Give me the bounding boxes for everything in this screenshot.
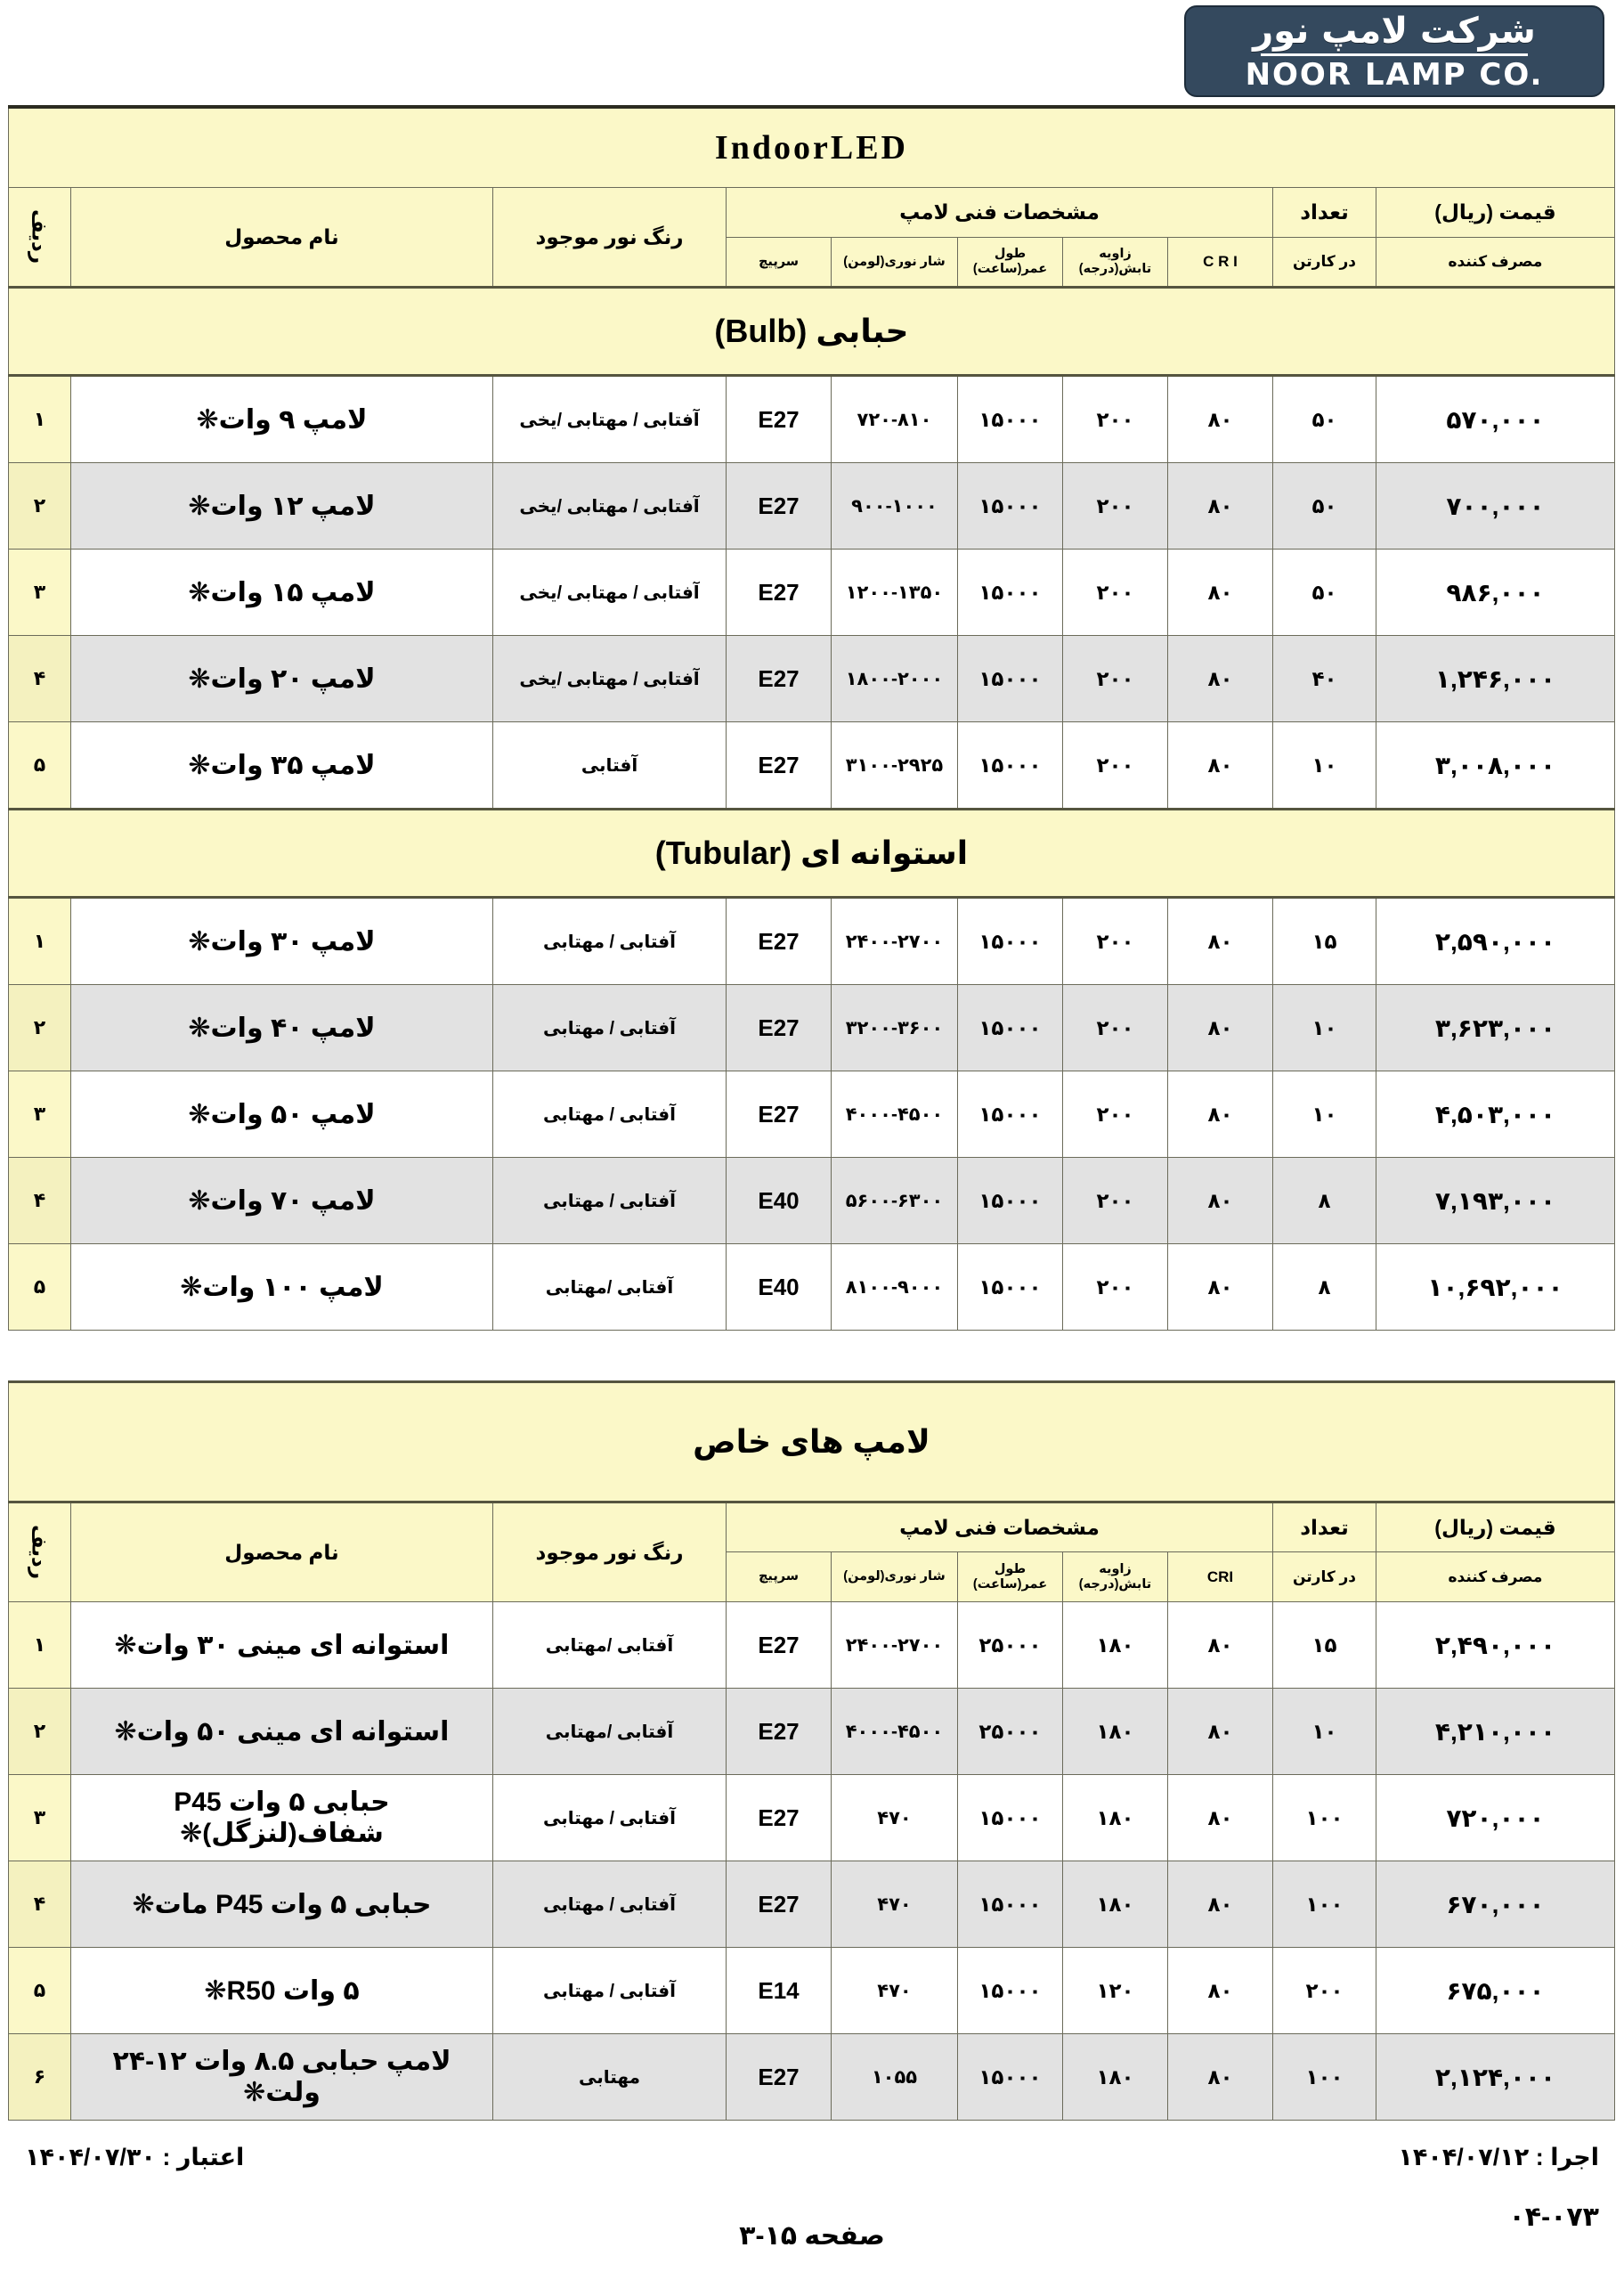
header-row-top: [8, 188, 1614, 238]
header-socket: سرپیچ: [727, 1552, 832, 1602]
cell-index: ۴: [8, 1158, 70, 1244]
logo-name-fa: شرکت لامپ نور: [1253, 10, 1536, 52]
cell-index: ۲: [8, 1689, 70, 1775]
cell-cri: ۸۰: [1168, 985, 1273, 1071]
cell-socket: E40: [727, 1158, 832, 1244]
cell-price: ۴,۵۰۳,۰۰۰: [1376, 1071, 1615, 1158]
cell-socket: E27: [727, 722, 832, 810]
cell-qty-carton: ۲۰۰: [1273, 1948, 1376, 2034]
cell-light-color: آفتابی: [493, 722, 727, 810]
cell-cri: ۸۰: [1168, 1861, 1273, 1948]
cell-qty-carton: ۵۰: [1273, 376, 1376, 463]
table-gap: [9, 1331, 1615, 1380]
cell-lumen: ۷۲۰-۸۱۰: [832, 376, 958, 463]
cell-lumen: ۳۲۰۰-۳۶۰۰: [832, 985, 958, 1071]
cell-price: ۳,۰۰۸,۰۰۰: [1376, 722, 1615, 810]
cell-beam-angle: ۲۰۰: [1063, 985, 1168, 1071]
cell-beam-angle: ۲۰۰: [1063, 463, 1168, 550]
cell-cri: ۸۰: [1168, 636, 1273, 722]
table-row: [8, 1244, 1614, 1331]
cell-lumen: ۲۴۰۰-۲۷۰۰: [832, 898, 958, 985]
header-lumen: شار نوری(لومن): [832, 1552, 958, 1602]
cell-socket: E27: [727, 1861, 832, 1948]
cell-price: ۴,۲۱۰,۰۰۰: [1376, 1689, 1615, 1775]
cell-lifetime: ۱۵۰۰۰: [958, 1158, 1063, 1244]
cell-price: ۹۸۶,۰۰۰: [1376, 550, 1615, 636]
cell-index: ۲: [8, 463, 70, 550]
cell-index: ۶: [8, 2034, 70, 2121]
header-qty-group: تعداد: [1273, 1502, 1376, 1552]
cell-cri: ۸۰: [1168, 376, 1273, 463]
cell-price: ۶۷۵,۰۰۰: [1376, 1948, 1615, 2034]
category-row: [8, 810, 1614, 898]
validity-date: اعتبار : ۱۴۰۴/۰۷/۳۰: [25, 2144, 245, 2170]
cell-lumen: ۴۰۰۰-۴۵۰۰: [832, 1689, 958, 1775]
table-row: [8, 898, 1614, 985]
cell-light-color: آفتابی / مهتابی /یخی: [493, 376, 727, 463]
cell-light-color: آفتابی / مهتابی: [493, 985, 727, 1071]
cell-product: حبابی ۵ وات P45 شفاف(لنزگل)❋: [71, 1775, 493, 1861]
cell-socket: E27: [727, 636, 832, 722]
header-qty-group: تعداد: [1273, 188, 1376, 238]
cell-lifetime: ۱۵۰۰۰: [958, 1861, 1063, 1948]
cell-lumen: ۹۰۰-۱۰۰۰: [832, 463, 958, 550]
cell-price: ۵۷۰,۰۰۰: [1376, 376, 1615, 463]
category-title: حبابی (Bulb): [8, 288, 1614, 376]
cell-lumen: ۱۸۰۰-۲۰۰۰: [832, 636, 958, 722]
header-qty-sub: در کارتن: [1273, 1552, 1376, 1602]
cell-qty-carton: ۸: [1273, 1244, 1376, 1331]
header-tech-group: مشخصات فنی لامپ: [727, 188, 1273, 238]
cell-lifetime: ۱۵۰۰۰: [958, 1071, 1063, 1158]
category-row: [8, 288, 1614, 376]
cell-lumen: ۲۴۰۰-۲۷۰۰: [832, 1602, 958, 1689]
cell-product: لامپ ۷۰ وات❋: [71, 1158, 493, 1244]
cell-product: لامپ ۱۲ وات❋: [71, 463, 493, 550]
page-number: صفحه ۱۵-۳: [739, 2221, 885, 2251]
header-light-color: رنگ نور موجود: [493, 188, 727, 288]
cell-light-color: آفتابی / مهتابی /یخی: [493, 636, 727, 722]
table-row: [8, 376, 1614, 463]
cell-beam-angle: ۲۰۰: [1063, 1158, 1168, 1244]
cell-beam-angle: ۱۲۰: [1063, 1948, 1168, 2034]
cell-light-color: آفتابی / مهتابی: [493, 1775, 727, 1861]
cell-qty-carton: ۵۰: [1273, 550, 1376, 636]
cell-lumen: ۵۶۰۰-۶۳۰۰: [832, 1158, 958, 1244]
cell-lifetime: ۲۵۰۰۰: [958, 1689, 1063, 1775]
table-row: [8, 1689, 1614, 1775]
cell-lifetime: ۱۵۰۰۰: [958, 376, 1063, 463]
cell-index: ۵: [8, 1948, 70, 2034]
table-row: [8, 636, 1614, 722]
cell-price: ۷۰۰,۰۰۰: [1376, 463, 1615, 550]
cell-light-color: آفتابی / مهتابی /یخی: [493, 550, 727, 636]
header-light-color: رنگ نور موجود: [493, 1502, 727, 1602]
cell-index: ۴: [8, 636, 70, 722]
table-row: [8, 1775, 1614, 1861]
table-row: [8, 985, 1614, 1071]
cell-index: ۲: [8, 985, 70, 1071]
header-beam-angle: زاویه تابش(درجه): [1063, 1552, 1168, 1602]
cell-price: ۳,۶۲۳,۰۰۰: [1376, 985, 1615, 1071]
table-row: [8, 1861, 1614, 1948]
cell-lifetime: ۱۵۰۰۰: [958, 898, 1063, 985]
special-lamps-table: [8, 1380, 1615, 2121]
cell-lumen: ۱۲۰۰-۱۳۵۰: [832, 550, 958, 636]
cell-socket: E40: [727, 1244, 832, 1331]
header-qty-sub: در کارتن: [1273, 238, 1376, 288]
cell-index: ۱: [8, 376, 70, 463]
cell-qty-carton: ۸: [1273, 1158, 1376, 1244]
cell-qty-carton: ۱۰۰: [1273, 1861, 1376, 1948]
header-lifetime: طول عمر(ساعت): [958, 1552, 1063, 1602]
header-lifetime: طول عمر(ساعت): [958, 238, 1063, 288]
cell-beam-angle: ۱۸۰: [1063, 1602, 1168, 1689]
cell-product: لامپ ۱۰۰ وات❋: [71, 1244, 493, 1331]
cell-product: لامپ ۳۰ وات❋: [71, 898, 493, 985]
cell-socket: E27: [727, 2034, 832, 2121]
header-product: نام محصول: [71, 188, 493, 288]
cell-beam-angle: ۲۰۰: [1063, 550, 1168, 636]
cell-lifetime: ۱۵۰۰۰: [958, 463, 1063, 550]
table-row: [8, 1948, 1614, 2034]
cell-index: ۱: [8, 1602, 70, 1689]
banner-title: IndoorLED: [8, 107, 1614, 188]
cell-cri: ۸۰: [1168, 722, 1273, 810]
cell-socket: E14: [727, 1948, 832, 2034]
cell-lumen: ۱۰۵۵: [832, 2034, 958, 2121]
cell-product: لامپ ۹ وات❋: [71, 376, 493, 463]
cell-light-color: آفتابی / مهتابی: [493, 1158, 727, 1244]
cell-lumen: ۴۷۰: [832, 1861, 958, 1948]
cell-price: ۷۲۰,۰۰۰: [1376, 1775, 1615, 1861]
cell-light-color: آفتابی / مهتابی: [493, 1861, 727, 1948]
cell-lumen: ۴۷۰: [832, 1775, 958, 1861]
indoor-led-table: [8, 105, 1615, 1331]
cell-socket: E27: [727, 550, 832, 636]
logo-name-en: NOOR LAMP CO.: [1245, 56, 1544, 93]
cell-price: ۱,۲۴۶,۰۰۰: [1376, 636, 1615, 722]
cell-lifetime: ۱۵۰۰۰: [958, 1948, 1063, 2034]
cell-light-color: آفتابی / مهتابی /یخی: [493, 463, 727, 550]
cell-cri: ۸۰: [1168, 550, 1273, 636]
cell-lumen: ۴۰۰۰-۴۵۰۰: [832, 1071, 958, 1158]
cell-qty-carton: ۱۰: [1273, 985, 1376, 1071]
cell-cri: ۸۰: [1168, 1158, 1273, 1244]
special-banner-row: [8, 1382, 1614, 1502]
cell-qty-carton: ۱۰۰: [1273, 1775, 1376, 1861]
cell-cri: ۸۰: [1168, 1244, 1273, 1331]
cell-price: ۷,۱۹۳,۰۰۰: [1376, 1158, 1615, 1244]
special-header-row-top: [8, 1502, 1614, 1552]
cell-light-color: آفتابی /مهتابی: [493, 1244, 727, 1331]
table-row: [8, 722, 1614, 810]
cell-qty-carton: ۱۰۰: [1273, 2034, 1376, 2121]
header-price-group: قیمت (ریال): [1376, 1502, 1615, 1552]
cell-beam-angle: ۲۰۰: [1063, 376, 1168, 463]
cell-cri: ۸۰: [1168, 1948, 1273, 2034]
cell-lumen: ۸۱۰۰-۹۰۰۰: [832, 1244, 958, 1331]
cell-beam-angle: ۲۰۰: [1063, 1244, 1168, 1331]
footer-line-dates: [9, 2144, 1615, 2171]
cell-index: ۵: [8, 722, 70, 810]
table-row: [8, 1158, 1614, 1244]
cell-product: لامپ ۱۵ وات❋: [71, 550, 493, 636]
category-title: استوانه ای (Tubular): [8, 810, 1614, 898]
cell-cri: ۸۰: [1168, 1689, 1273, 1775]
cell-price: ۲,۵۹۰,۰۰۰: [1376, 898, 1615, 985]
cell-qty-carton: ۵۰: [1273, 463, 1376, 550]
cell-lifetime: ۱۵۰۰۰: [958, 636, 1063, 722]
logo-bar: [0, 0, 1624, 105]
cell-qty-carton: ۱۰: [1273, 722, 1376, 810]
cell-product: لامپ ۴۰ وات❋: [71, 985, 493, 1071]
table-row: [8, 550, 1614, 636]
table-row: [8, 1602, 1614, 1689]
header-index: ردیف: [8, 1502, 70, 1602]
cell-socket: E27: [727, 1689, 832, 1775]
cell-product: استوانه ای مینی ۳۰ وات❋: [71, 1602, 493, 1689]
cell-index: ۵: [8, 1244, 70, 1331]
cell-qty-carton: ۴۰: [1273, 636, 1376, 722]
footer: [9, 2144, 1615, 2277]
cell-product: استوانه ای مینی ۵۰ وات❋: [71, 1689, 493, 1775]
cell-product: لامپ ۵۰ وات❋: [71, 1071, 493, 1158]
header-price-sub: مصرف کننده: [1376, 1552, 1615, 1602]
header-beam-angle: زاویه تابش(درجه): [1063, 238, 1168, 288]
header-index: ردیف: [8, 188, 70, 288]
cell-cri: ۸۰: [1168, 2034, 1273, 2121]
cell-beam-angle: ۱۸۰: [1063, 1689, 1168, 1775]
cell-beam-angle: ۲۰۰: [1063, 898, 1168, 985]
cell-price: ۶۷۰,۰۰۰: [1376, 1861, 1615, 1948]
cell-cri: ۸۰: [1168, 1602, 1273, 1689]
cell-cri: ۸۰: [1168, 463, 1273, 550]
cell-qty-carton: ۱۰: [1273, 1689, 1376, 1775]
header-tech-group: مشخصات فنی لامپ: [727, 1502, 1273, 1552]
header-cri: CRI: [1168, 1552, 1273, 1602]
cell-qty-carton: ۱۵: [1273, 898, 1376, 985]
cell-lifetime: ۱۵۰۰۰: [958, 985, 1063, 1071]
cell-product: لامپ ۳۵ وات❋: [71, 722, 493, 810]
cell-cri: ۸۰: [1168, 1071, 1273, 1158]
table-row: [8, 1071, 1614, 1158]
header-lumen: شار نوری(لومن): [832, 238, 958, 288]
cell-product: لامپ حبابی ۸.۵ وات ۱۲-۲۴ ولت❋: [71, 2034, 493, 2121]
cell-light-color: آفتابی /مهتابی: [493, 1602, 727, 1689]
cell-price: ۲,۱۲۴,۰۰۰: [1376, 2034, 1615, 2121]
cell-beam-angle: ۱۸۰: [1063, 1775, 1168, 1861]
indoor-led-body: [8, 288, 1614, 1331]
special-title: لامپ های خاص: [8, 1382, 1614, 1502]
cell-product: حبابی ۵ وات P45 مات❋: [71, 1861, 493, 1948]
cell-qty-carton: ۱۵: [1273, 1602, 1376, 1689]
cell-beam-angle: ۲۰۰: [1063, 636, 1168, 722]
cell-cri: ۸۰: [1168, 1775, 1273, 1861]
execution-date: اجرا : ۱۴۰۴/۰۷/۱۲: [1398, 2144, 1599, 2170]
banner-row: [8, 107, 1614, 188]
cell-price: ۱۰,۶۹۲,۰۰۰: [1376, 1244, 1615, 1331]
cell-light-color: آفتابی / مهتابی: [493, 898, 727, 985]
cell-lifetime: ۱۵۰۰۰: [958, 550, 1063, 636]
cell-socket: E27: [727, 898, 832, 985]
cell-beam-angle: ۲۰۰: [1063, 1071, 1168, 1158]
header-cri: C R I: [1168, 238, 1273, 288]
cell-index: ۱: [8, 898, 70, 985]
cell-socket: E27: [727, 463, 832, 550]
company-logo: [1184, 5, 1604, 97]
cell-lumen: ۴۷۰: [832, 1948, 958, 2034]
cell-index: ۳: [8, 550, 70, 636]
cell-lumen: ۳۱۰۰-۲۹۲۵: [832, 722, 958, 810]
cell-light-color: آفتابی /مهتابی: [493, 1689, 727, 1775]
cell-lifetime: ۱۵۰۰۰: [958, 1775, 1063, 1861]
header-price-group: قیمت (ریال): [1376, 188, 1615, 238]
cell-qty-carton: ۱۰: [1273, 1071, 1376, 1158]
cell-beam-angle: ۲۰۰: [1063, 722, 1168, 810]
cell-socket: E27: [727, 1602, 832, 1689]
table-row: [8, 2034, 1614, 2121]
cell-beam-angle: ۱۸۰: [1063, 2034, 1168, 2121]
cell-socket: E27: [727, 1071, 832, 1158]
cell-price: ۲,۴۹۰,۰۰۰: [1376, 1602, 1615, 1689]
cell-beam-angle: ۱۸۰: [1063, 1861, 1168, 1948]
cell-socket: E27: [727, 1775, 832, 1861]
cell-index: ۴: [8, 1861, 70, 1948]
header-product: نام محصول: [71, 1502, 493, 1602]
cell-index: ۳: [8, 1071, 70, 1158]
cell-light-color: آفتابی / مهتابی: [493, 1071, 727, 1158]
header-socket: سرپیچ: [727, 238, 832, 288]
cell-lifetime: ۱۵۰۰۰: [958, 2034, 1063, 2121]
cell-cri: ۸۰: [1168, 898, 1273, 985]
cell-product: لامپ ۲۰ وات❋: [71, 636, 493, 722]
cell-light-color: آفتابی / مهتابی: [493, 1948, 727, 2034]
cell-light-color: مهتابی: [493, 2034, 727, 2121]
logo-divider: [1261, 53, 1528, 56]
cell-lifetime: ۱۵۰۰۰: [958, 722, 1063, 810]
header-price-sub: مصرف کننده: [1376, 238, 1615, 288]
cell-product: ۵ وات R50❋: [71, 1948, 493, 2034]
cell-index: ۳: [8, 1775, 70, 1861]
price-sheet: [9, 105, 1615, 2121]
cell-lifetime: ۲۵۰۰۰: [958, 1602, 1063, 1689]
cell-lifetime: ۱۵۰۰۰: [958, 1244, 1063, 1331]
table-row: [8, 463, 1614, 550]
cell-socket: E27: [727, 985, 832, 1071]
special-lamps-body: [8, 1602, 1614, 2121]
doc-code: ۰۴-۰۷۳: [1508, 2203, 1599, 2232]
cell-socket: E27: [727, 376, 832, 463]
